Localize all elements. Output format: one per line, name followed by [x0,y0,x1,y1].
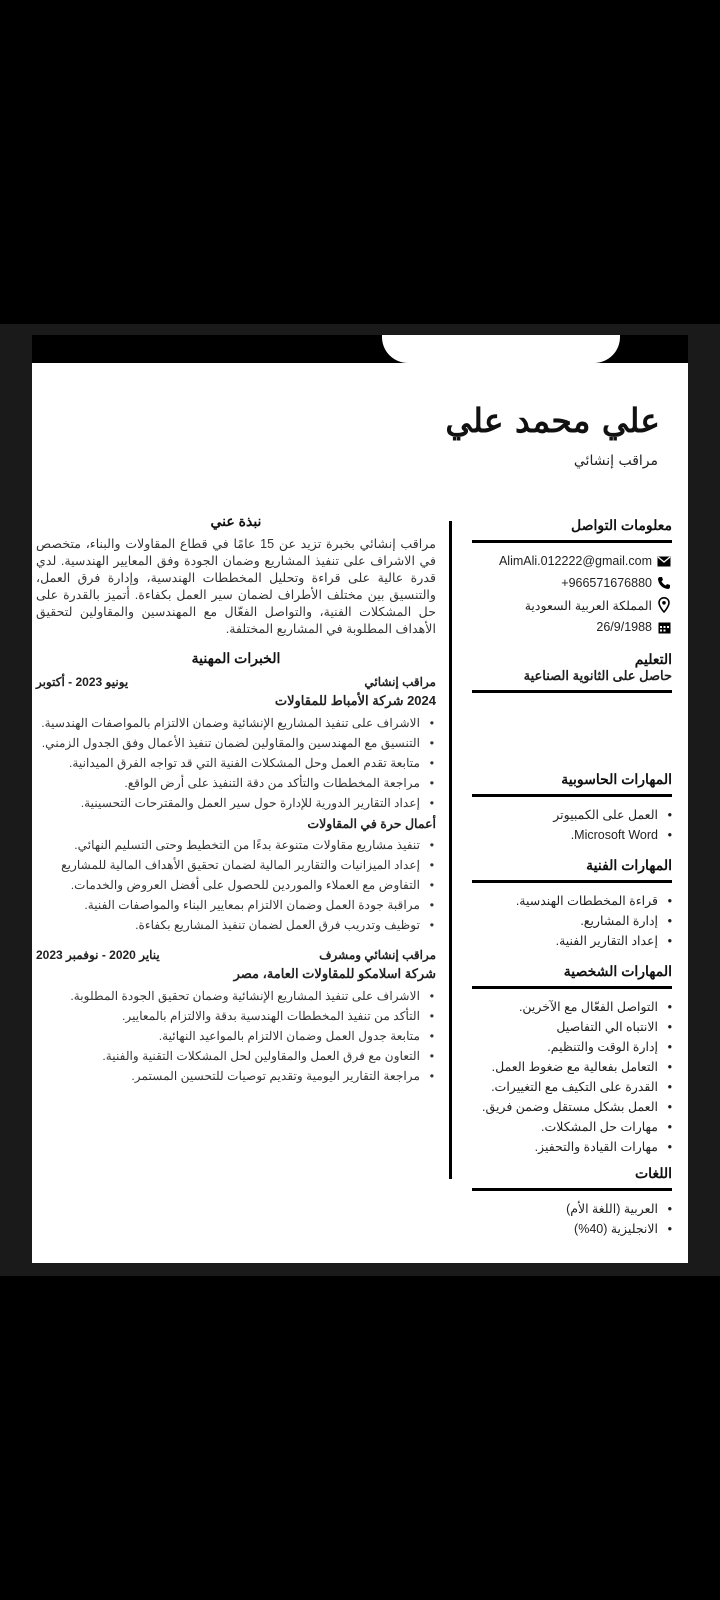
duty-item: • الاشراف على تنفيذ المشاريع الإنشائية وضمان الالتزام بالمواصفات الهندسية. [36,715,436,732]
duty-item: • مراجعة التقارير اليومية وتقديم توصيات للتحسين المستمر. [36,1068,436,1085]
technical-skill-item: • إعداد التقارير الفنية. [472,933,672,950]
technical-skill-item: • قراءة المخططات الهندسية. [472,893,672,910]
duty-item: • متابعة جدول العمل وضمان الالتزام بالمواعيد النهائية. [36,1028,436,1045]
main-column [36,511,436,1088]
computer-skill-item: • العمل على الكمبيوتر [472,807,672,824]
freelance-heading: أعمال حرة في المقاولات [307,817,436,831]
contact-phone[interactable]: +966571676880 [561,576,652,590]
computer-skills-rule [472,794,672,797]
freelance-duties [36,837,436,934]
duty-item: • التفاوض مع العملاء والموردين للحصول على أفضل العروض والخدمات. [36,877,436,894]
experience-heading: الخبرات المهنية [191,650,281,666]
contact-rule [472,540,672,543]
location-pin-icon [656,597,672,613]
screen-top-area [0,0,720,324]
duty-item: • تنفيذ مشاريع مقاولات متنوعة بدءًا من التخطيط وحتى التسليم النهائي. [36,837,436,854]
personal-skills-rule [472,986,672,989]
job2-company: شركة اسلامكو للمقاولات العامة، مصر [233,966,436,981]
calendar-icon [656,619,672,635]
job2-dates: يناير 2020 - نوفمبر 2023 [36,948,160,962]
duty-item: • مراجعة المخططات والتأكد من دقة التنفيذ على أرض الواقع. [36,775,436,792]
personal-skill-item: • القدرة على التكيف مع التغييرات. [472,1079,672,1096]
job2-duties [36,988,436,1085]
personal-skill-item: • إدارة الوقت والتنظيم. [472,1039,672,1056]
duty-item: • التعاون مع فرق العمل والمقاولين لحل المشكلات التقنية والفنية. [36,1048,436,1065]
personal-skills-list [472,999,672,1156]
contact-email-row [472,553,672,569]
resume-name: علي محمد علي [445,401,660,440]
languages-rule [472,1188,672,1191]
languages-list [472,1201,672,1238]
personal-skill-item: • التعامل بفعالية مع ضغوط العمل. [472,1059,672,1076]
duty-item: • مراقبة جودة العمل وضمان الالتزام بمعايير البناء والمواصفات الفنية. [36,897,436,914]
about-heading: نبذة عني [210,513,262,529]
job2-role: مراقب إنشائي ومشرف [319,948,436,962]
personal-skill-item: • العمل بشكل مستقل وضمن فريق. [472,1099,672,1116]
contact-location: المملكة العربية السعودية [524,598,652,613]
column-divider [449,521,452,1179]
job1-role: مراقب إنشائي [364,675,436,689]
education-heading: التعليم [634,651,672,667]
technical-skill-item: • إدارة المشاريع. [472,913,672,930]
contact-birthdate-row [472,619,672,635]
contact-location-row [472,597,672,613]
contact-email[interactable]: AlimAli.012222@gmail.com [498,554,652,568]
education-rule [472,690,672,693]
resume-page [32,335,688,1263]
job1-header [36,675,436,689]
contact-phone-row [472,575,672,591]
duty-item: • الاشراف على تنفيذ المشاريع الإنشائية وضمان تحقيق الجودة المطلوبة. [36,988,436,1005]
about-text: مراقب إنشائي بخبرة تزيد عن 15 عامًا في قطاع المقاولات والبناء، متخصص في الاشراف على تنفيذ المشاريع وضمان الجودة وفق المعايير الهندسية. لدي قدرة عالية على قراءة وتحليل المخططات الهندسية، وإدارة فرق العمل، والتنسيق بين مختلف الأطراف لضمان سير العمل بكفاءة. أتميز بالقدرة على حل المشكلات الفنية، والتواصل الفعّال مع المهندسين والمقاولين لتحقيق الأهداف المطلوبة في المشاريع المختلفة. [36,537,436,636]
technical-skills-heading: المهارات الفنية [586,857,672,873]
computer-skills-list [472,807,672,844]
language-item: • العربية (اللغة الأم) [472,1201,672,1218]
envelope-icon [656,553,672,569]
computer-skill-item: • Microsoft Word. [472,827,672,844]
duty-item: • التنسيق مع المهندسين والمقاولين لضمان تنفيذ الأعمال وفق الجدول الزمني. [36,735,436,752]
education-degree: حاصل على الثانوية الصناعية [523,668,672,683]
phone-icon [656,575,672,591]
job1-company: 2024 شركة الأمباط للمقاولات [274,693,436,708]
personal-skill-item: • مهارات حل المشكلات. [472,1119,672,1136]
computer-skills-heading: المهارات الحاسوبية [561,771,672,787]
technical-skills-rule [472,880,672,883]
language-item: • الانجليزية (40%) [472,1221,672,1238]
duty-item: • التأكد من تنفيذ المخططات الهندسية بدقة والالتزام بالمعايير. [36,1008,436,1025]
personal-skill-item: • الانتباه الي التفاصيل [472,1019,672,1036]
contact-heading: معلومات التواصل [571,517,672,533]
duty-item: • إعداد الميزانيات والتقارير المالية لضمان تحقيق الأهداف المالية للمشاريع [36,857,436,874]
languages-heading: اللغات [635,1165,672,1181]
technical-skills-list [472,893,672,950]
personal-skills-heading: المهارات الشخصية [563,963,672,979]
personal-skill-item: • مهارات القيادة والتحفيز. [472,1139,672,1156]
job1-duties [36,715,436,812]
duty-item: • إعداد التقارير الدورية للإدارة حول سير العمل والمقترحات التحسينية. [36,795,436,812]
duty-item: • متابعة تقدم العمل وحل المشكلات الفنية التي قد تواجه الفرق الميدانية. [36,755,436,772]
contact-birthdate: 26/9/1988 [596,620,652,634]
sidebar [472,517,672,1241]
job1-dates: يونيو 2023 - أكتوبر [36,675,129,689]
duty-item: • توظيف وتدريب فرق العمل لضمان تنفيذ المشاريع بكفاءة. [36,917,436,934]
job2-header [36,948,436,962]
header-notch [382,335,620,363]
personal-skill-item: • التواصل الفعّال مع الآخرين. [472,999,672,1016]
resume-title: مراقب إنشائي [573,453,658,469]
